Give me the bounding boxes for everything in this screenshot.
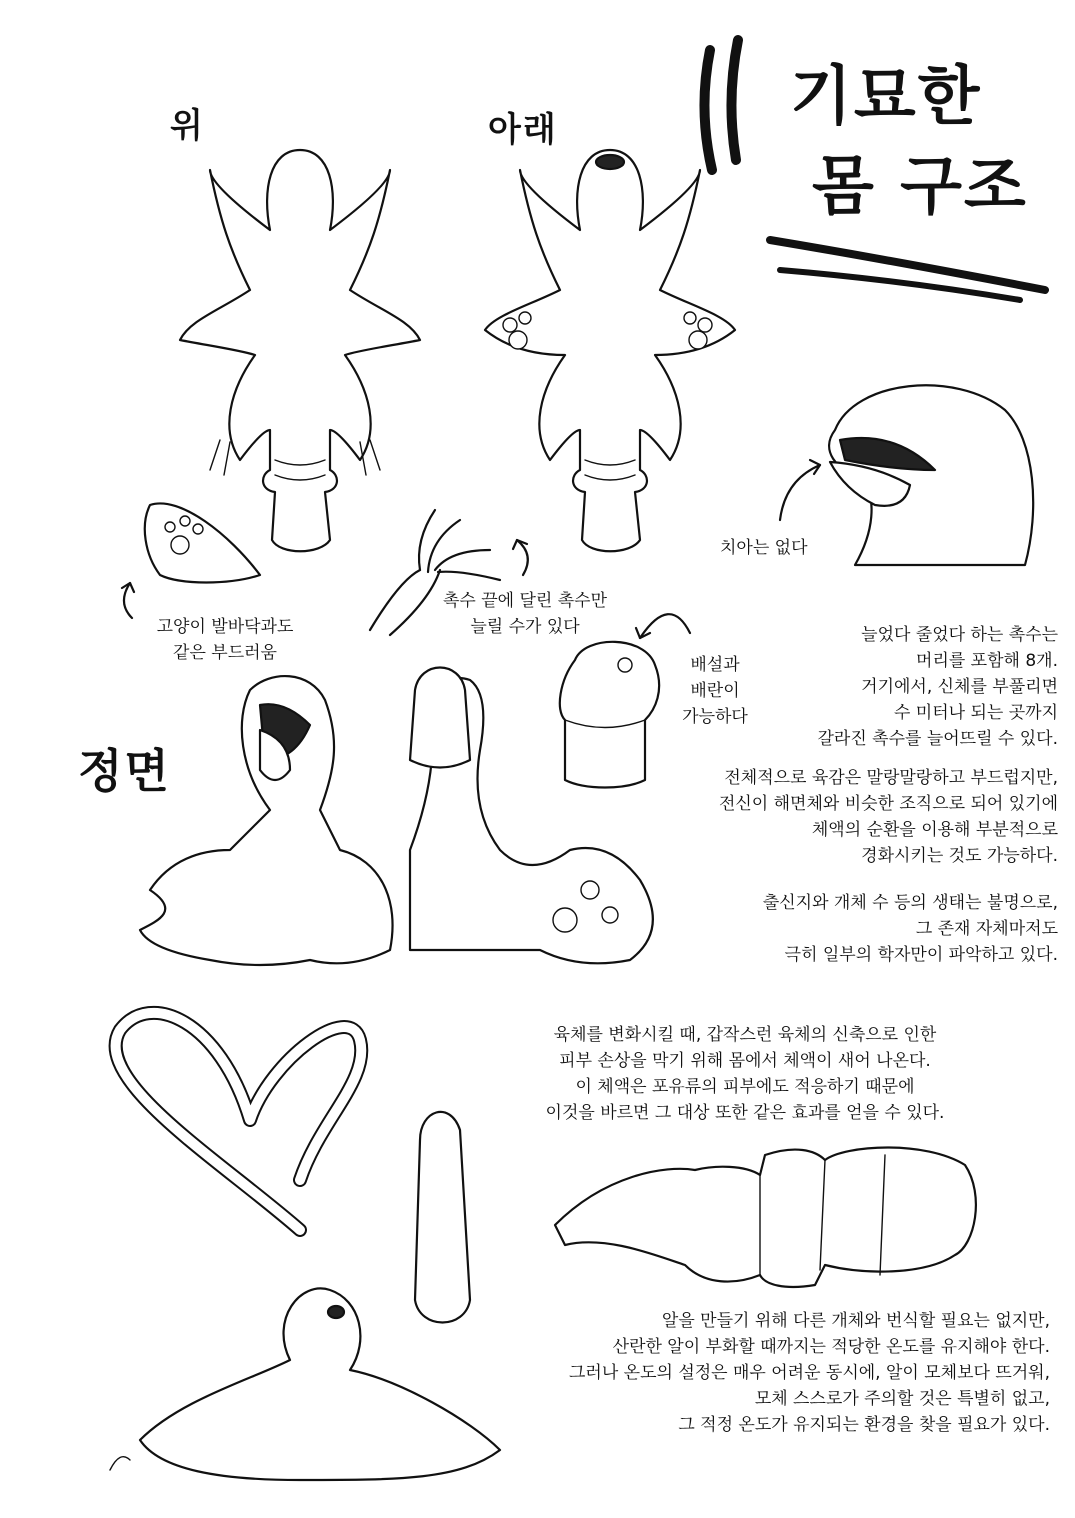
paragraph-line: 알을 만들기 위해 다른 개체와 번식할 필요는 없지만,: [661, 1311, 1050, 1331]
paragraph-line: 체액의 순환을 이용해 부분적으로: [811, 820, 1058, 840]
callout-excretion-line: 가능하다: [682, 707, 748, 727]
paragraph-line: 출신지와 개체 수 등의 생태는 불명으로,: [762, 893, 1058, 913]
callout-excretion-line: 배란이: [690, 681, 740, 701]
paragraph-line: 이 체액은 포유류의 피부에도 적응하기 때문에: [575, 1077, 915, 1097]
view-label-top: 위: [170, 106, 205, 146]
paragraph-line: 이것을 바르면 그 대상 또한 같은 효과를 얻을 수 있다.: [545, 1103, 945, 1123]
paragraph-line: 극히 일부의 학자만이 파악하고 있다.: [784, 945, 1058, 965]
paw-detail-drawing: [140, 495, 270, 595]
paragraph-fluid: [480, 1022, 1010, 1126]
paragraph-line: 늘었다 줄었다 하는 촉수는: [861, 625, 1058, 645]
callout-teeth: 치아는 없다: [720, 538, 808, 558]
creature-bottom-view: [480, 140, 740, 560]
arrow-tentacle: [505, 535, 535, 580]
callout-paw-line: 같은 부드러움: [173, 643, 277, 663]
paragraph-tentacles: [658, 622, 1058, 752]
paragraph-line: 거기에서, 신체를 부풀리면: [861, 677, 1058, 697]
paragraph-line: 경화시키는 것도 가능하다.: [861, 846, 1058, 866]
paragraph-line: 그러나 온도의 설정은 매우 어려운 동시에, 알이 모체보다 뜨거워,: [568, 1363, 1050, 1383]
paragraph-origin: [638, 890, 1058, 968]
arrow-teeth: [770, 455, 830, 525]
tentacle-side-drawing: [545, 1135, 985, 1295]
paragraph-line: 전체적으로 육감은 말랑말랑하고 부드럽지만,: [724, 768, 1058, 788]
title-line-2: 몸 구조: [812, 150, 1028, 224]
paragraph-texture: [598, 765, 1058, 869]
paragraph-line: 피부 손상을 막기 위해 몸에서 체액이 새어 나온다.: [559, 1051, 931, 1071]
view-label-front: 정면: [78, 744, 171, 798]
callout-excretion-line: 배설과: [690, 655, 740, 675]
head-mouth-drawing: [815, 370, 1045, 570]
paragraph-line: 수 미터나 되는 곳까지: [893, 703, 1058, 723]
paragraph-line: 모체 스스로가 주의할 것은 특별히 없고,: [754, 1389, 1050, 1409]
paragraph-line: 전신이 해면체와 비슷한 조직으로 되어 있기에: [718, 794, 1058, 814]
callout-tentacle-line: 늘릴 수가 있다: [470, 617, 580, 637]
paragraph-eggs: [430, 1308, 1050, 1438]
paragraph-line: 갈라진 촉수를 늘어뜨릴 수 있다.: [817, 729, 1058, 749]
callout-tentacle-tip: [430, 588, 620, 640]
paragraph-line: 육체를 변화시킬 때, 갑작스런 육체의 신축으로 인한: [553, 1025, 937, 1045]
paragraph-line: 그 적정 온도가 유지되는 환경을 찾을 필요가 있다.: [678, 1415, 1050, 1435]
view-label-bottom: 아래: [488, 110, 558, 150]
paragraph-line: 머리를 포함해 8개.: [916, 651, 1058, 671]
paragraph-line: 산란한 알이 부화할 때까지는 적당한 온도를 유지해야 한다.: [612, 1337, 1050, 1357]
title-line-1: 기묘한: [790, 60, 982, 134]
callout-paw-line: 고양이 발바닥과도: [156, 617, 294, 637]
paragraph-line: 그 존재 자체마저도: [915, 919, 1058, 939]
callout-tentacle-line: 촉수 끝에 달린 촉수만: [442, 591, 607, 611]
creature-front-view: [110, 650, 670, 980]
